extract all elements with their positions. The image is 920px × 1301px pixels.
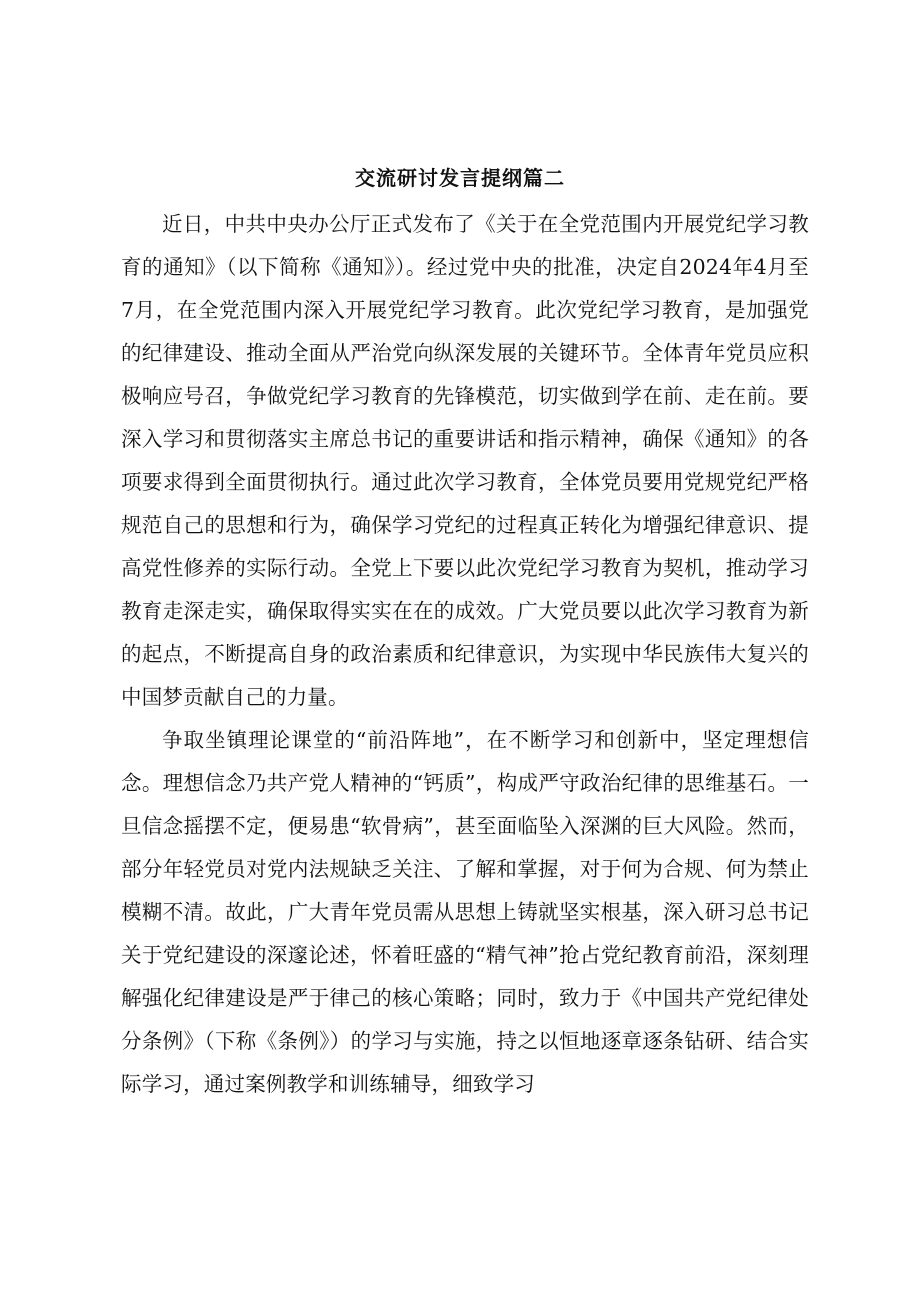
paragraph-1: 近日，中共中央办公厅正式发布了《关于在全党范围内开展党纪学习教育的通知》（以下简称《通知》）。经过党中央的批准，决定自2024年4月至7月，在全党范围内深入开展党纪学习教育。此次党纪学习教育，是加强党的纪律建设、推动全面从严治党向纵深发展的关键环节。全体青年党员应积极响应号召，争做党纪学习教育的先锋模范，切实做到学在前、走在前。要深入学习和贯彻落实主席总书记的重要讲话和指示精神，确保《通知》的各项要求得到全面贯彻执行。通过此次学习教育，全体党员要用党规党纪严格规范自己的思想和行为，确保学习党纪的过程真正转化为增强纪律意识、提高党性修养的实际行动。全党上下要以此次党纪学习教育为契机，推动学习教育走深走实，确保取得实实在在的成效。广大党员要以此次学习教育为新的起点，不断提高自身的政治素质和纪律意识，为实现中华民族伟大复兴的中国梦贡献自己的力量。	[121, 212, 809, 709]
document-body	[121, 203, 809, 1106]
paragraph-2: 争取坐镇理论课堂的“前沿阵地”，在不断学习和创新中，坚定理想信念。理想信念乃共产党人精神的“钙质”，构成严守政治纪律的思维基石。一旦信念摇摆不定，便易患“软骨病”，甚至面临坠入深渊的巨大风险。然而，部分年轻党员对党内法规缺乏关注、了解和掌握，对于何为合规、何为禁止模糊不清。故此，广大青年党员需从思想上铸就坚实根基，深入研习总书记关于党纪建设的深邃论述，怀着旺盛的“精气神”抢占党纪教育前沿，深刻理解强化纪律建设是严于律己的核心策略；同时，致力于《中国共产党纪律处分条例》（下称《条例》）的学习与实施，持之以恒地逐章逐条钻研、结合实际学习，通过案例教学和训练辅导，细致学习	[121, 728, 809, 1096]
document-title: 交流研讨发言提纲篇二	[355, 166, 565, 190]
